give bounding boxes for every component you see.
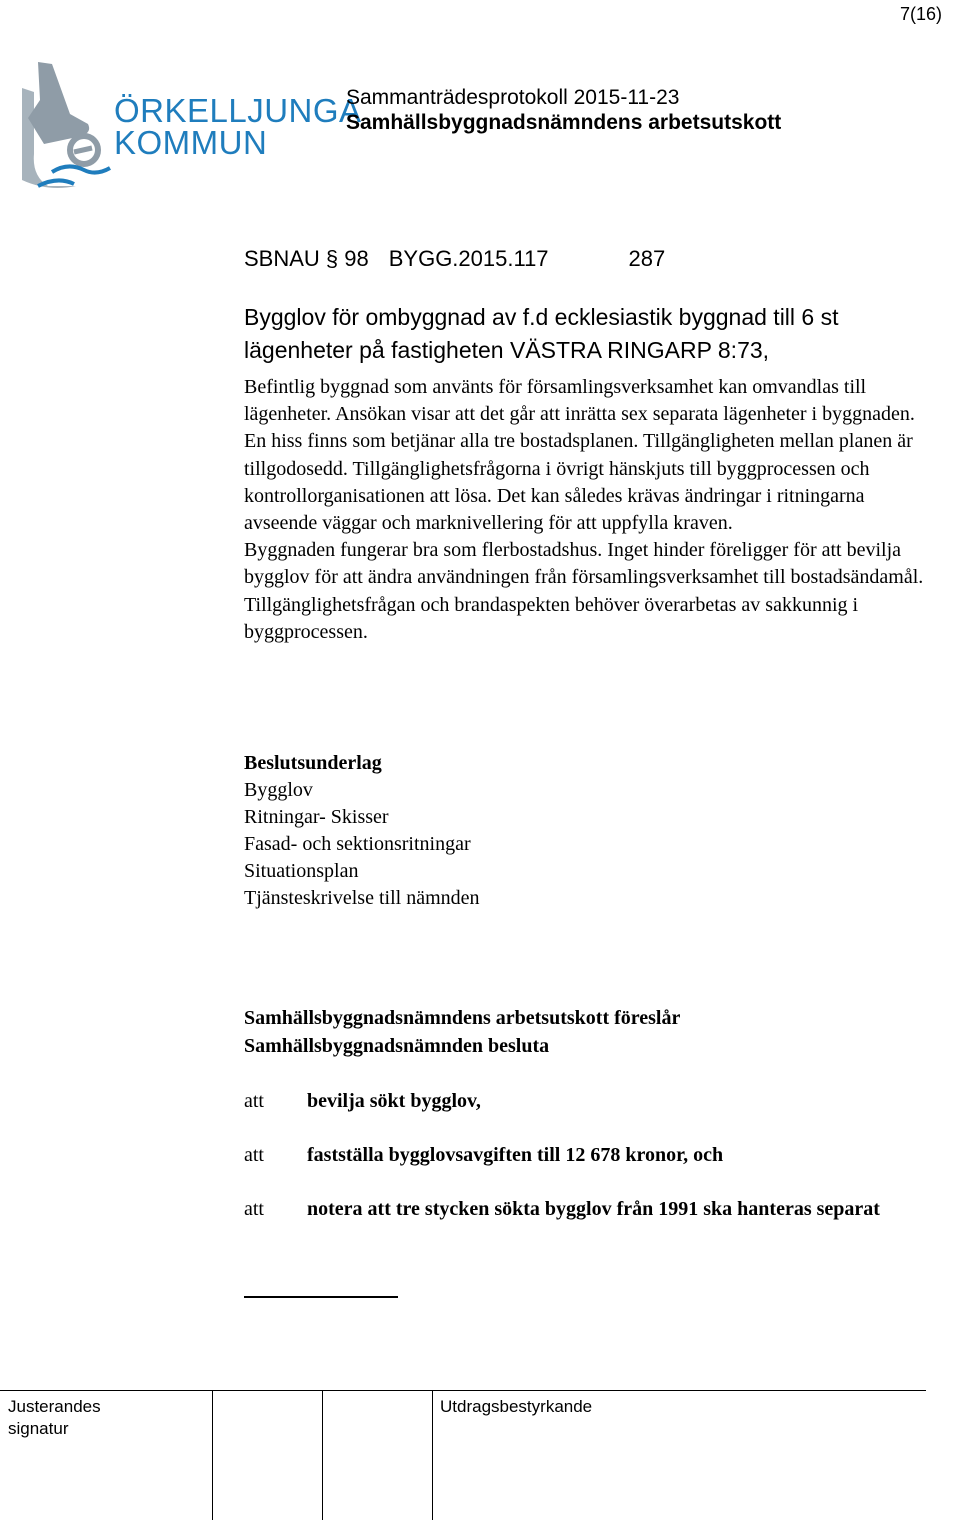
decision-item: [244, 1088, 904, 1115]
basis-item: Ritningar- Skisser: [244, 806, 389, 828]
proposal-line: Samhällsbyggnadsnämndens arbetsutskott föreslår: [244, 1007, 681, 1029]
footer-divider: [322, 1391, 323, 1520]
case-description: [244, 374, 924, 646]
protocol-title: Sammanträdesprotokoll 2015-11-23: [346, 86, 680, 109]
decision-keyword: att: [244, 1144, 264, 1166]
footer-divider: [432, 1391, 433, 1520]
decision-keyword: att: [244, 1198, 264, 1220]
footer-divider: [212, 1391, 213, 1520]
bell-emblem-icon: [18, 58, 114, 194]
proposal-line: Samhällsbyggnadsnämnden besluta: [244, 1035, 550, 1057]
page-number: 7(16): [899, 4, 942, 24]
basis-item: Tjänsteskrivelse till nämnden: [244, 887, 480, 909]
decision-text: notera att tre stycken sökta bygglov från 1991 ska hanteras separat: [307, 1198, 880, 1220]
decision-keyword: att: [244, 1090, 264, 1112]
basis-heading: Beslutsunderlag: [244, 752, 382, 774]
proposal-heading: [244, 1004, 944, 1060]
decision-item: [244, 1142, 904, 1169]
case-dnr: BYGG.2015.117: [388, 246, 549, 271]
case-number: 287: [628, 246, 666, 271]
end-rule: [244, 1296, 398, 1298]
case-reference: [244, 246, 665, 272]
decision-item: [244, 1196, 904, 1223]
committee-name: Samhällsbyggnadsnämndens arbetsutskott: [346, 111, 782, 134]
sbnau-paragraph: SBNAU § 98: [244, 246, 369, 271]
decision-text: bevilja sökt bygglov,: [307, 1090, 481, 1112]
basis-item: Situationsplan: [244, 860, 359, 882]
logo-wordmark-line2: KOMMUN: [114, 124, 268, 161]
basis-item: Bygglov: [244, 779, 313, 801]
municipality-logo: [18, 58, 362, 194]
decision-text: fastställa bygglovsavgiften till 12 678 kronor, och: [307, 1144, 724, 1166]
footer-justerandes-label: Justerandes signatur: [8, 1397, 101, 1438]
logo-wordmark-line1: ÖRKELLJUNGA: [114, 92, 362, 129]
basis-item: Fasad- och sektionsritningar: [244, 833, 471, 855]
footer-rule: [0, 1390, 926, 1391]
description-paragraph: Byggnaden fungerar bra som flerbostadshus. Inget hinder föreligger för att bevilja bygglov för att ändra användningen från församlingsverksamhet till bostadsändamål. Tillgänglighetsfrågan och brandaspekten behöver överarbetas av sakkunnig i byggprocessen.: [244, 539, 924, 643]
description-paragraph: Befintlig byggnad som använts för församlingsverksamhet kan omvandlas till lägenheter. Ansökan visar att det går att inrätta sex separata lägenheter i byggnaden. En hiss finns som betjänar alla tre bostadsplanen. Tillgängligheten mellan planen är tillgodosedd. Tillgänglighetsfrågorna i övrigt hänskjuts till byggprocessen och kontrollorganisationen att lösa. Det kan således krävas ändringar i ritningarna avseende väggar och marknivellering för att uppfylla kraven.: [244, 376, 915, 535]
footer-utdrag-label: Utdragsbestyrkande: [440, 1397, 593, 1416]
case-title: Bygglov för ombyggnad av f.d ecklesiastik byggnad till 6 st lägenheter på fastigheten VÄSTRA RINGARP 8:73,: [244, 304, 839, 363]
decision-basis: [244, 750, 884, 912]
